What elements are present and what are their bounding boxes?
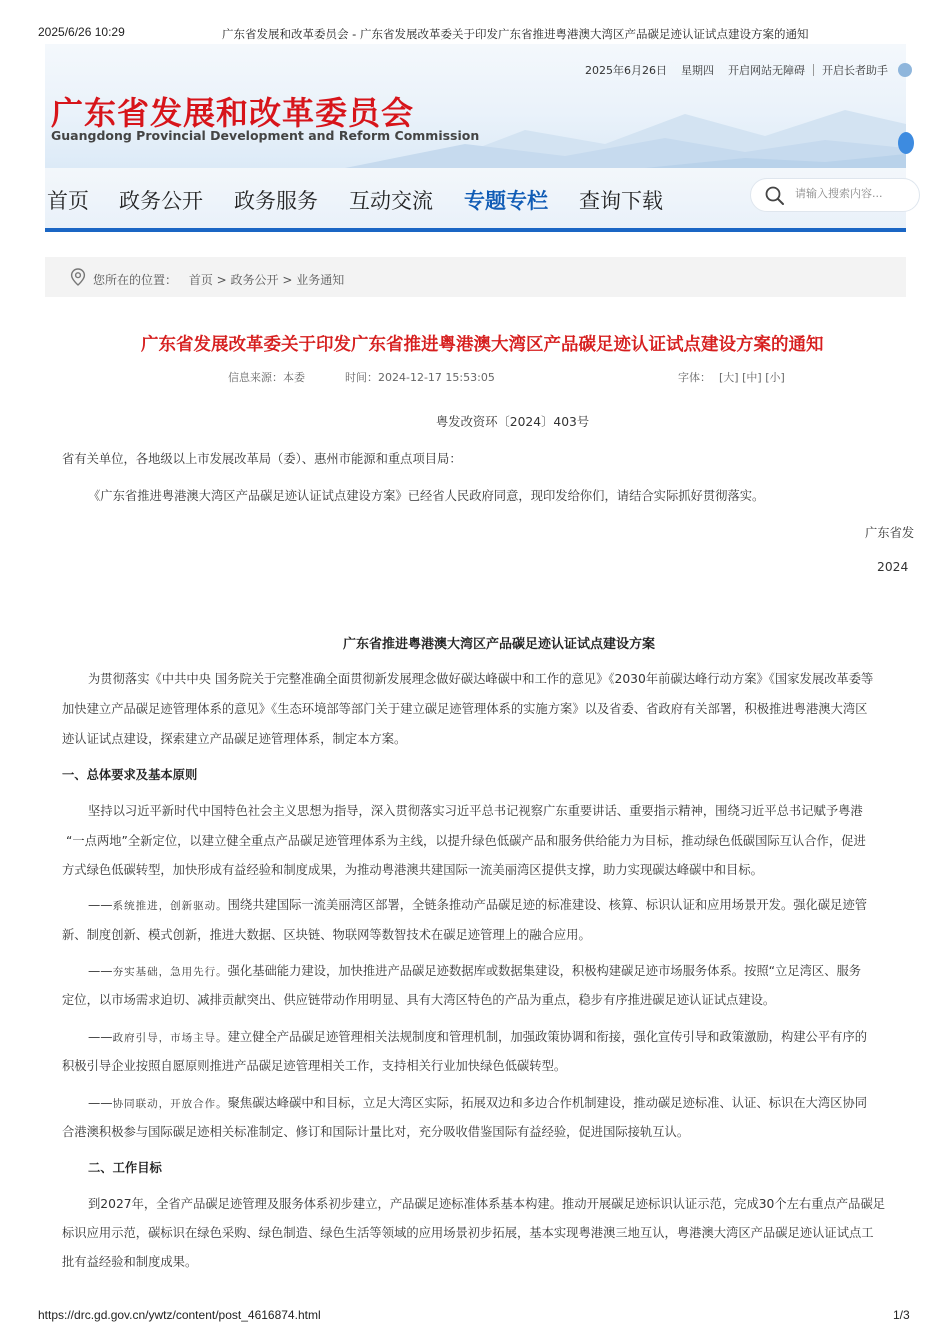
search-box xyxy=(750,178,920,212)
font-size-large[interactable]: [大] xyxy=(719,371,739,384)
breadcrumb-sep: > xyxy=(278,273,297,287)
paragraph-line: 为贯彻落实《中共中央 国务院关于完整准确全面贯彻新发展理念做好碳达峰碳中和工作的意见》《2030年前碳达峰行动方案》《国家发展改革委等 xyxy=(88,672,874,686)
main-nav xyxy=(45,168,906,232)
print-page-number: 1/3 xyxy=(893,1308,910,1322)
print-url: https://drc.gd.gov.cn/ywtz/content/post_4616874.html xyxy=(38,1308,321,1322)
paragraph-line: “一点两地”全新定位，以建立健全重点产品碳足迹管理体系为主线，以提升绿色低碳产品和服务供给能力为目标，推动绿色低碳国际互认合作，促进 xyxy=(66,834,866,848)
nav-interaction[interactable]: 互动交流 xyxy=(349,189,433,213)
nav-query-download[interactable]: 查询下载 xyxy=(579,189,663,213)
site-header xyxy=(45,44,906,232)
banner xyxy=(45,44,906,168)
document-number: 粤发改资环〔2024〕403号 xyxy=(436,415,590,429)
topbar-divider xyxy=(813,64,814,76)
principle-key: 政府引导，市场主导。 xyxy=(112,1032,228,1044)
location-pin-icon xyxy=(70,268,86,286)
paragraph-line: 加快建立产品碳足迹管理体系的意见》《生态环境部等部门关于建立碳足迹管理体系的实施方案》以及省委、省政府有关部署，积极推进粤港澳大湾区 xyxy=(62,702,868,716)
topbar-toggle-icon[interactable] xyxy=(898,63,912,77)
article-time: 时间：2024-12-17 15:53:05 xyxy=(345,371,495,384)
paragraph-line: 标识应用示范，碳标识在绿色采购、绿色制造、绿色生活等领域的应用场景初步拓展，基本实现粤港澳三地互认，粤港澳大湾区产品碳足迹认证试点工 xyxy=(62,1226,874,1240)
nav-home[interactable]: 首页 xyxy=(47,189,89,213)
nav-gov-affairs[interactable]: 政务公开 xyxy=(119,189,203,213)
paragraph-line: 新、制度创新、模式创新，推进大数据、区块链、物联网等数智技术在碳足迹管理上的融合应用。 xyxy=(62,928,591,942)
search-input[interactable] xyxy=(795,187,905,200)
paragraph-line: 批有益经验和制度成果。 xyxy=(62,1255,198,1269)
intro-paragraph: 《广东省推进粤港澳大湾区产品碳足迹认证试点建设方案》已经省人民政府同意，现印发给你们，请结合实际抓好贯彻落实。 xyxy=(88,489,765,503)
principle-line: ——协同联动，开放合作。聚焦碳达峰碳中和目标，立足大湾区实际，拓展双边和多边合作机制建设，推动碳足迹标准、认证、标识在大湾区协同 xyxy=(88,1096,868,1110)
paragraph-line: 合港澳积极参与国际碳足迹相关标准制定、修订和国际计量比对，充分吸收借鉴国际有益经验，促进国际接轨互认。 xyxy=(62,1125,690,1139)
breadcrumb-trail xyxy=(93,271,344,288)
salutation: 省有关单位，各地级以上市发展改革局（委）、惠州市能源和重点项目局： xyxy=(62,452,462,466)
nav-gov-services[interactable]: 政务服务 xyxy=(234,189,318,213)
paragraph-line: 坚持以习近平新时代中国特色社会主义思想为指导，深入贯彻落实习近平总书记视察广东重要讲话、重要指示精神，围绕习近平总书记赋予粤港 xyxy=(88,804,863,818)
font-size-medium[interactable]: [中] xyxy=(742,371,762,384)
article-source: 信息来源：本委 xyxy=(228,371,305,384)
breadcrumb-label: 您所在的位置： xyxy=(93,273,178,287)
current-weekday: 星期四 xyxy=(681,64,714,77)
print-datetime: 2025/6/26 10:29 xyxy=(38,25,125,39)
paragraph-line: 到2027年，全省产品碳足迹管理及服务体系初步建立，产品碳足迹标准体系基本构建。推动开展碳足迹标识认证示范，完成30个左右重点产品碳足 xyxy=(88,1197,886,1211)
paragraph-line: 定位，以市场需求迫切、减排贡献突出、供应链带动作用明显、具有大湾区特色的产品为重点，稳步有序推进碳足迹认证试点建设。 xyxy=(62,993,776,1007)
article-title: 广东省发展改革委关于印发广东省推进粤港澳大湾区产品碳足迹认证试点建设方案的通知 xyxy=(141,335,824,355)
breadcrumb-home[interactable]: 首页 xyxy=(188,273,213,287)
font-size-small[interactable]: [小] xyxy=(765,371,785,384)
breadcrumb-notices[interactable]: 业务通知 xyxy=(296,273,345,287)
paragraph-line: 迹认证试点建设，探索建立产品碳足迹管理体系，制定本方案。 xyxy=(62,732,407,746)
current-date: 2025年6月26日 xyxy=(585,64,667,77)
section-heading-2: 二、工作目标 xyxy=(88,1161,162,1175)
plan-title: 广东省推进粤港澳大湾区产品碳足迹认证试点建设方案 xyxy=(343,637,656,652)
font-size-controls xyxy=(678,369,785,385)
print-page-title: 广东省发展和改革委员会 - 广东省发展改革委关于印发广东省推进粤港澳大湾区产品碳足迹认证试点建设方案的通知 xyxy=(222,27,809,41)
signature-date: 2024 xyxy=(877,560,909,574)
top-utility-bar xyxy=(585,62,898,78)
principle-line: ——政府引导，市场主导。建立健全产品碳足迹管理相关法规制度和管理机制，加强政策协调和衔接，强化宣传引导和政策激励，构建公平有序的 xyxy=(88,1030,868,1044)
paragraph-line: 积极引导企业按照自愿原则推进产品碳足迹管理相关工作，支持相关行业加快绿色低碳转型。 xyxy=(62,1059,567,1073)
accessibility-link[interactable]: 开启网站无障碍 xyxy=(728,64,805,77)
breadcrumb-sep: > xyxy=(212,273,231,287)
elderly-assist-link[interactable]: 开启长者助手 xyxy=(822,64,888,77)
breadcrumb-gov-affairs[interactable]: 政务公开 xyxy=(230,273,279,287)
site-logo-cn[interactable]: 广东省发展和改革委员会 xyxy=(51,94,415,132)
nav-special-topics[interactable]: 专题专栏 xyxy=(464,189,548,213)
search-icon[interactable] xyxy=(765,186,785,206)
principle-key: 夯实基础，急用先行。 xyxy=(112,966,228,978)
signature-org: 广东省发 xyxy=(865,526,915,540)
principle-line: ——夯实基础，急用先行。强化基础能力建设，加快推进产品碳足迹数据库或数据集建设，积极构建碳足迹市场服务体系。按照“立足湾区、服务 xyxy=(88,964,862,978)
principle-key: 协同联动，开放合作。 xyxy=(112,1098,228,1110)
principle-key: 系统推进，创新驱动。 xyxy=(112,900,228,912)
side-float-icon[interactable] xyxy=(898,132,914,154)
principle-line: ——系统推进，创新驱动。围绕共建国际一流美丽湾区部署，全链条推动产品碳足迹的标准建设、核算、标识认证和应用场景开发。强化碳足迹管 xyxy=(88,898,868,912)
site-logo-en: Guangdong Provincial Development and Reform Commission xyxy=(51,128,480,143)
breadcrumb xyxy=(45,257,906,297)
paragraph-line: 方式绿色低碳转型，加快形成有益经验和制度成果，为推动粤港澳共建国际一流美丽湾区提供支撑，助力实现碳达峰碳中和目标。 xyxy=(62,863,763,877)
section-heading-1: 一、总体要求及基本原则 xyxy=(62,768,198,782)
font-size-label: 字体： xyxy=(678,371,711,384)
